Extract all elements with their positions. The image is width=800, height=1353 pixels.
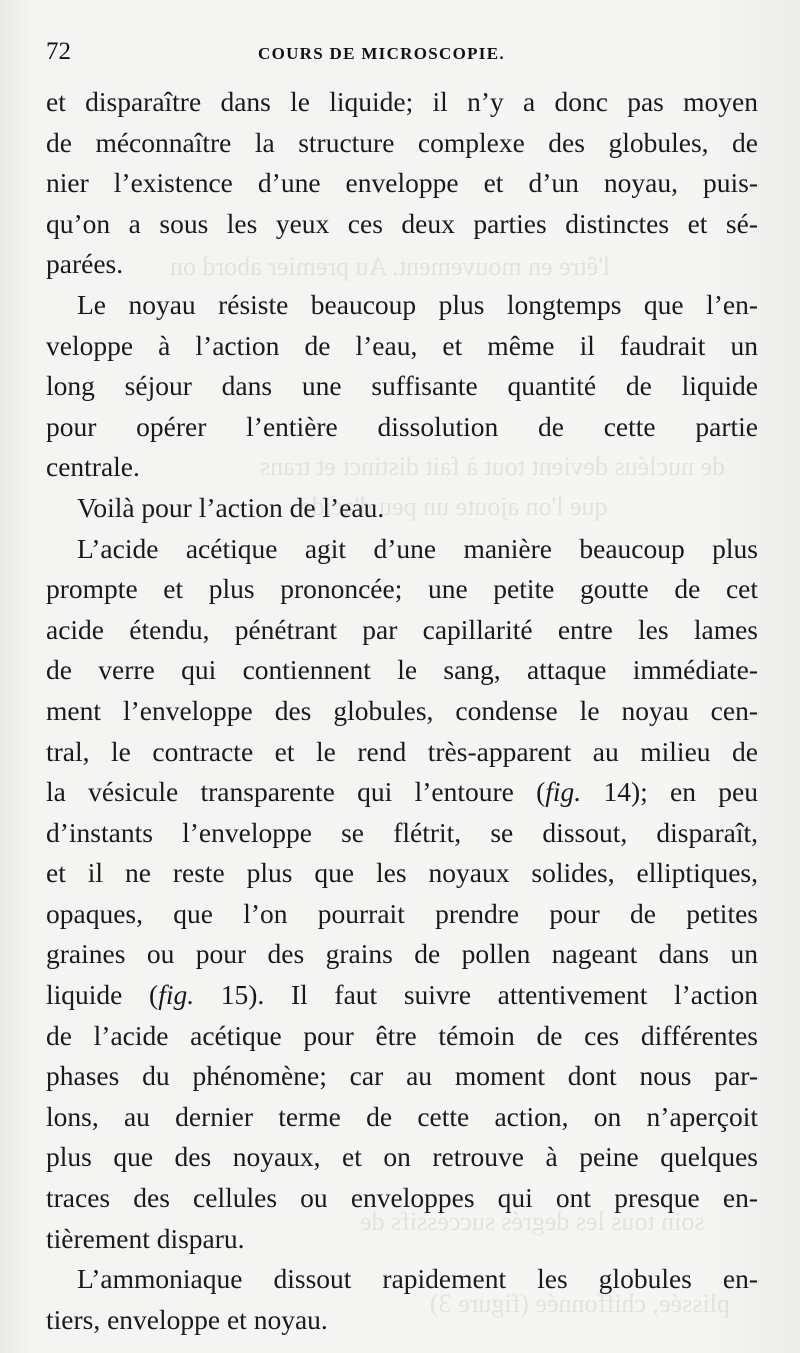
text-line: tièrement disparu. [46,1222,245,1254]
body-text [46,82,758,1340]
text-line: de verre qui contiennent le sang, attaque immédiate- [46,654,758,686]
text-line: phases du phénomène; car au moment dont nous par- [46,1060,758,1092]
text-line: et il ne reste plus que les noyaux solides, elliptiques, [46,857,758,889]
text-line: veloppe à l’action de l’eau, et même il faudrait un [46,329,758,361]
text-line: Le noyau résiste beaucoup plus longtemps que l’en- [77,288,758,320]
text-line: de l’acide acétique pour être témoin de ces différentes [46,1019,758,1051]
text-line: tiers, enveloppe et noyau. [46,1303,328,1335]
text-line: liquide (fig. 15). Il faut suivre attentivement l’action [46,979,758,1011]
text-line: parées. [46,248,124,280]
text-line: nier l’existence d’une enveloppe et d’un noyau, puis- [46,167,758,199]
bleed-through-text: plissée, chiffonnée (figure 3) [430,1289,730,1318]
running-head: COURS DE MICROSCOPIE. [258,44,505,63]
text-line: d’instants l’enveloppe se flétrit, se dissout, disparaît, [46,816,758,848]
text-line: prompte et plus prononcée; une petite goutte de cet [46,573,758,605]
text-line: plus que des noyaux, et on retrouve à peine quelques [46,1141,758,1173]
text-line: et disparaître dans le liquide; il n’y a donc pas moyen [46,86,758,117]
text-line: acide étendu, pénétrant par capillarité entre les lames [46,613,758,645]
text-line: L’acide acétique agit d’une manière beaucoup plus [77,532,758,564]
page-header [46,38,746,72]
text-line: opaques, que l’on pourrait prendre pour de petites [46,897,758,929]
text-line: la vésicule transparente qui l’entoure (fig. 14); en peu [46,776,758,808]
bleed-through-text: soin tous les degrés successifs de [360,1207,705,1236]
text-line: pour opérer l’entière dissolution de cette partie [46,410,758,442]
page-number: 72 [46,38,71,65]
text-line: qu’on a sous les yeux ces deux parties distinctes et sé- [46,207,758,239]
bleed-through-text: l'être en mouvement. Au premier abord on [170,252,611,281]
text-line: graines ou pour des grains de pollen nageant dans un [46,938,758,970]
text-line: centrale. [46,451,140,483]
text-line: tral, le contracte et le rend très-apparent au milieu de [46,735,758,767]
text-line: de méconnaître la structure complexe des globules, de [46,126,758,158]
text-line: ment l’enveloppe des globules, condense le noyau cen- [46,694,758,726]
text-line: traces des cellules ou enveloppes qui ont presque en- [46,1182,758,1214]
text-line: lons, au dernier terme de cette action, on n’aperçoit [46,1100,758,1132]
bleed-through-text: que l'on ajoute un peu d'acide [300,492,608,521]
text-line: L’ammoniaque dissout rapidement les globules en- [77,1263,758,1295]
bleed-through-text: de nucléus devient tout à fait distinct et trans [260,452,725,481]
text-line: Voilà pour l’action de l’eau. [77,491,385,523]
text-line: long séjour dans une suffisante quantité de liquide [46,370,758,402]
